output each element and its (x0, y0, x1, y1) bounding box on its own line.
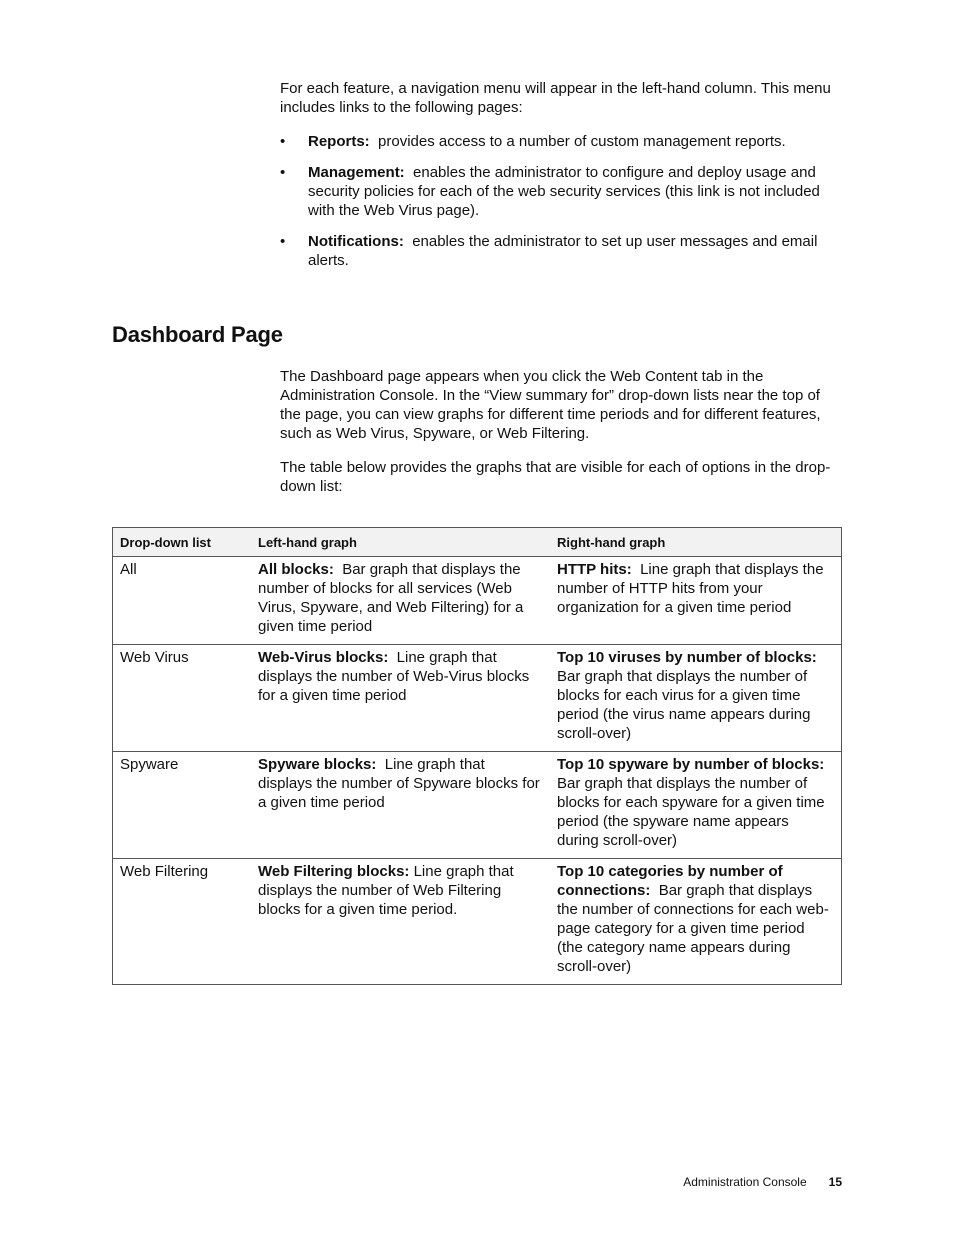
cell-term: Top 10 spyware by number of blocks: (557, 756, 825, 773)
column-header: Right-hand graph (550, 528, 842, 557)
list-item (280, 232, 842, 270)
section-title: Dashboard Page (112, 322, 283, 347)
cell-text: Bar graph that displays the number of blocks for all services (Web Virus, Spyware, and Web Filtering) for a given time period (258, 561, 524, 635)
right-graph-cell (550, 557, 842, 645)
left-graph-cell (251, 645, 550, 752)
footer-title: Administration Console (683, 1175, 807, 1189)
cell-text: Line graph that displays the number of Web Filtering blocks for a given time period. (258, 863, 514, 918)
intro-paragraph: For each feature, a navigation menu will appear in the left-hand column. This menu includes links to the following pages: (280, 80, 831, 116)
cell-term: HTTP hits: (557, 561, 632, 578)
column-header: Drop-down list (113, 528, 252, 557)
left-graph-cell (251, 859, 550, 985)
graphs-table (112, 527, 842, 985)
cell-text: Bar graph that displays the number of blocks for each spyware for a given time period (the spyware name appears during scroll-over) (557, 775, 825, 849)
bullet-text: enables the administrator to set up user messages and email alerts. (308, 233, 818, 269)
table-row (113, 557, 842, 645)
option-cell: Web Virus (113, 645, 252, 752)
cell-text: Line graph that displays the number of HTTP hits from your organization for a given time period (557, 561, 824, 616)
bullet-term: Notifications: (308, 233, 404, 250)
option-cell: Spyware (113, 752, 252, 859)
page-footer (683, 1174, 842, 1190)
page-number: 15 (828, 1175, 842, 1189)
table-row (113, 859, 842, 985)
list-item (280, 163, 842, 220)
right-graph-cell (550, 859, 842, 985)
nav-links-list (280, 132, 842, 282)
cell-text: Line graph that displays the number of Web-Virus blocks for a given time period (258, 649, 530, 704)
bullet-text: provides access to a number of custom management reports. (378, 133, 786, 150)
cell-term: Spyware blocks: (258, 756, 377, 773)
cell-text: Bar graph that displays the number of blocks for each virus for a given time period (the virus name appears during scroll-over) (557, 668, 811, 742)
left-graph-cell (251, 752, 550, 859)
option-cell: Web Filtering (113, 859, 252, 985)
bullet-icon: • (280, 164, 286, 181)
table-header-row (113, 528, 842, 557)
cell-text: Line graph that displays the number of Spyware blocks for a given time period (258, 756, 540, 811)
table-row (113, 645, 842, 752)
table-row (113, 752, 842, 859)
cell-text: Bar graph that displays the number of connections for each web-page category for a given time period (the category name appears during scroll-over) (557, 882, 829, 975)
bullet-term: Reports: (308, 133, 370, 150)
list-item (280, 132, 842, 151)
left-graph-cell (251, 557, 550, 645)
cell-term: Web-Virus blocks: (258, 649, 389, 666)
right-graph-cell (550, 752, 842, 859)
bullet-icon: • (280, 133, 286, 150)
option-cell: All (113, 557, 252, 645)
cell-term: Top 10 categories by number of connections: (557, 863, 783, 899)
bullet-term: Management: (308, 164, 405, 181)
cell-term: Top 10 viruses by number of blocks: (557, 649, 817, 666)
bullet-icon: • (280, 233, 286, 250)
table-intro: The table below provides the graphs that are visible for each of options in the drop-down list: (280, 459, 831, 495)
cell-term: Web Filtering blocks: (258, 863, 410, 880)
column-header: Left-hand graph (251, 528, 550, 557)
dashboard-description: The Dashboard page appears when you click the Web Content tab in the Administration Console. In the “View summary for” drop-down lists near the top of the page, you can view graphs for different time periods and for different features, such as Web Virus, Spyware, or Web Filtering. (280, 368, 821, 442)
cell-term: All blocks: (258, 561, 334, 578)
right-graph-cell (550, 645, 842, 752)
bullet-text: enables the administrator to configure and deploy usage and security policies for each of the web security services (this link is not included with the Web Virus page). (308, 164, 820, 219)
